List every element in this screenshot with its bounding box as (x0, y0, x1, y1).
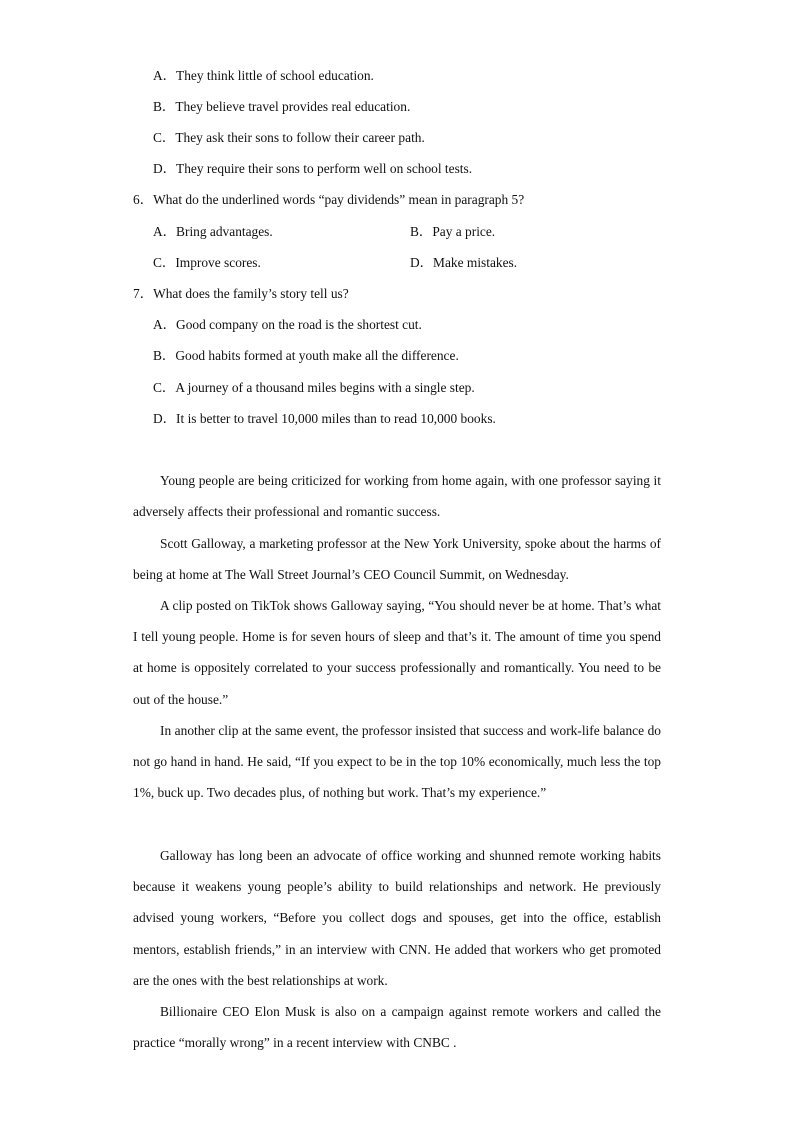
q7-option-c: C．A journey of a thousand miles begins with a single step. (153, 380, 475, 395)
q5-option-d: D．They require their sons to perform well on school tests. (153, 161, 473, 176)
q6-option-b: B．Pay a price. (410, 224, 496, 239)
passage-paragraph-2: Scott Galloway, a marketing professor at the New York University, spoke about the harms of being at home at The Wall Street Journal’s CEO Council Summit, on Wednesday. (133, 536, 661, 583)
q6-option-a: A．Bring advantages. (153, 224, 273, 239)
passage-paragraph-4: In another clip at the same event, the professor insisted that success and work-life balance do not go hand in hand. He said, “If you expect to be in the top 10% economically, much less the top 1%, buck up. Two decades plus, of nothing but work. That’s my experience.” (133, 723, 661, 801)
q7-option-d: D．It is better to travel 10,000 miles than to read 10,000 books. (153, 411, 496, 426)
passage-paragraph-3: A clip posted on TikTok shows Galloway saying, “You should never be at home. That’s what I tell young people. Home is for seven hours of sleep and that’s it. The amount of time you spend at home is oppositely correlated to your success professionally and romantically. You need to be out of the house.” (133, 598, 661, 707)
q7-option-a: A．Good company on the road is the shortest cut. (153, 317, 422, 332)
q5-option-c: C．They ask their sons to follow their career path. (153, 130, 425, 145)
q6-option-d: D．Make mistakes. (410, 255, 518, 270)
q6-option-c: C．Improve scores. (153, 255, 261, 270)
q5-option-b: B．They believe travel provides real education. (153, 99, 411, 114)
passage-paragraph-1: Young people are being criticized for working from home again, with one professor saying it adversely affects their professional and romantic success. (133, 473, 661, 520)
passage-paragraph-6: Billionaire CEO Elon Musk is also on a campaign against remote workers and called the practice “morally wrong” in a recent interview with CNBC . (133, 1004, 661, 1051)
passage-paragraph-5: Galloway has long been an advocate of office working and shunned remote working habits because it weakens young people’s ability to build relationships and network. He previously advised young workers, “Before you collect dogs and spouses, get into the office, establish mentors, establish friends,” in an interview with CNN. He added that workers who get promoted are the ones with the best relationships at work. (133, 848, 661, 988)
q7-option-b: B．Good habits formed at youth make all the difference. (153, 348, 459, 363)
q7-stem: 7．What does the family’s story tell us? (133, 286, 349, 301)
q5-option-a: A．They think little of school education. (153, 68, 374, 83)
q6-stem: 6．What do the underlined words “pay dividends” mean in paragraph 5? (133, 192, 525, 207)
